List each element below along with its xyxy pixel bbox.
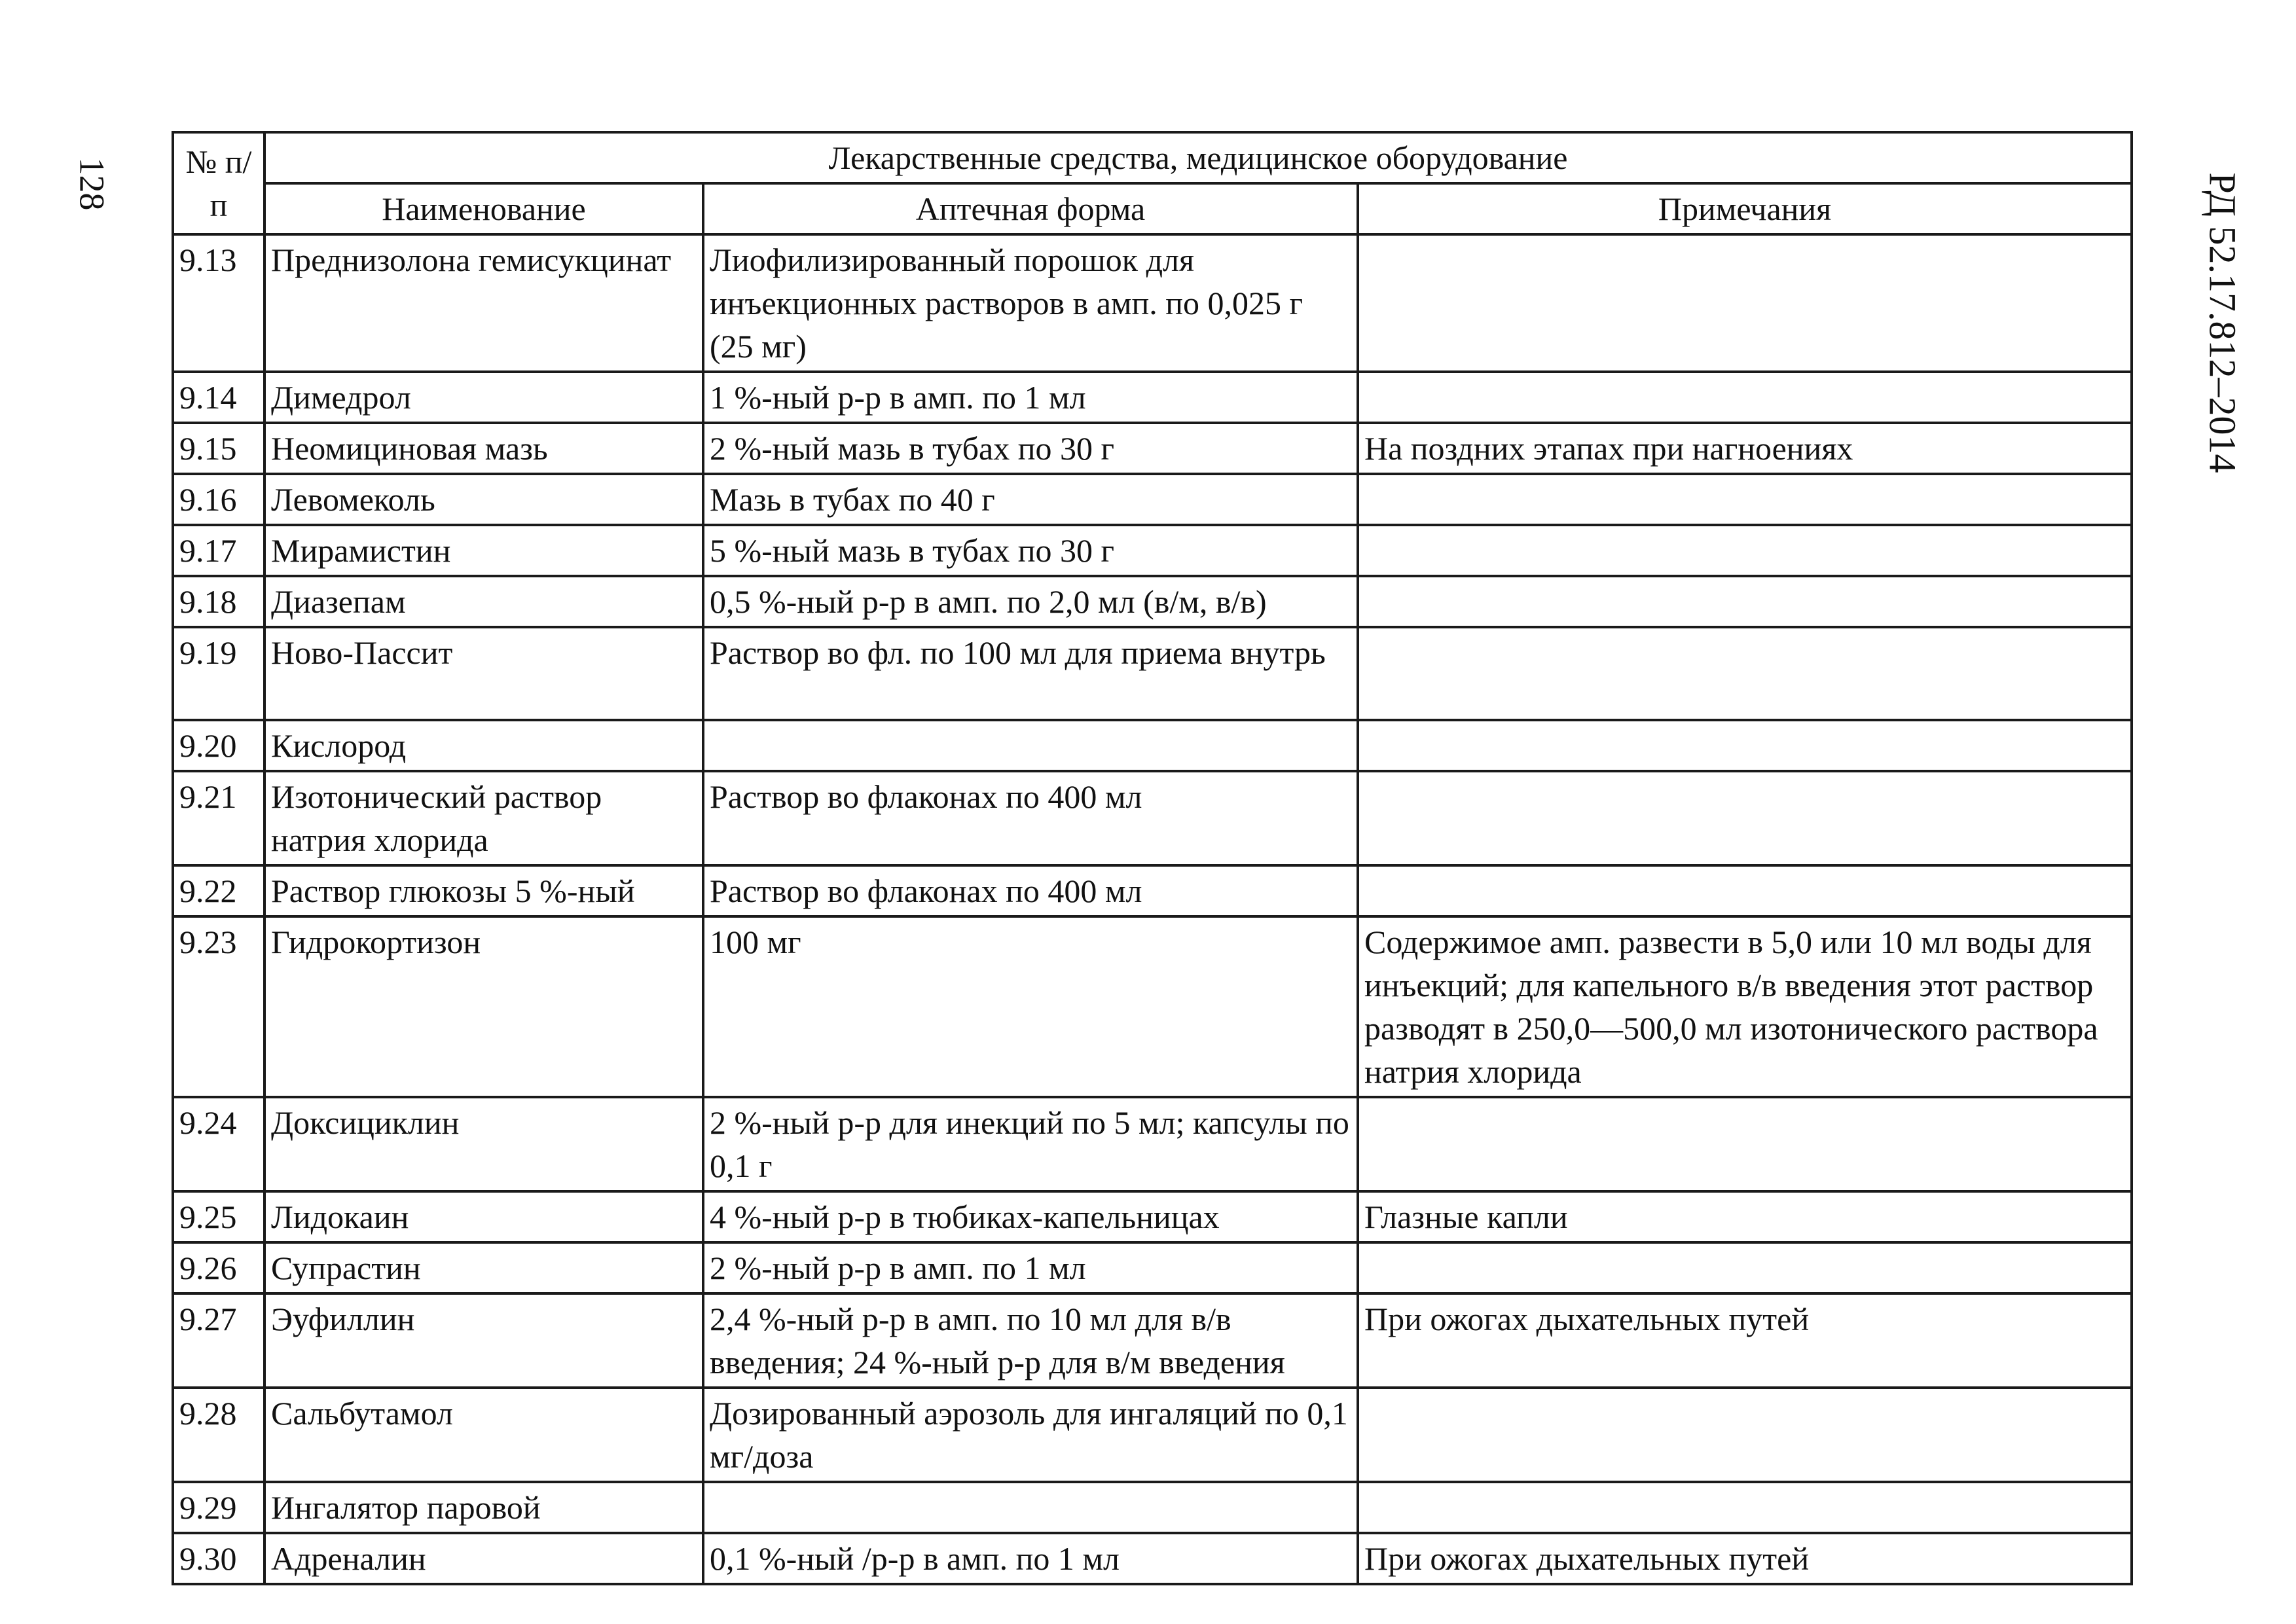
row-form: Дозированный аэрозоль для ингаляций по 0,1 мг/доза (703, 1388, 1358, 1482)
row-form: Раствор во флаконах по 400 мл (703, 771, 1358, 865)
row-num: 9.17 (173, 525, 264, 576)
row-note: При ожогах дыхательных путей (1358, 1293, 2132, 1388)
row-form: Мазь в тубах по 40 г (703, 474, 1358, 525)
row-note (1358, 865, 2132, 916)
row-form: Раствор во флаконах по 400 мл (703, 865, 1358, 916)
row-name: Диазепам (264, 576, 703, 627)
row-note: Глазные капли (1358, 1191, 2132, 1242)
row-form: 100 мг (703, 916, 1358, 1097)
table-row (173, 1097, 2132, 1191)
row-note (1358, 234, 2132, 372)
table-row (173, 423, 2132, 474)
row-name: Мирамистин (264, 525, 703, 576)
table-row (173, 771, 2132, 865)
row-num: 9.23 (173, 916, 264, 1097)
row-name: Преднизолона гемисукцинат (264, 234, 703, 372)
row-name: Гидрокортизон (264, 916, 703, 1097)
table-row (173, 627, 2132, 720)
row-form: 4 %-ный р-р в тюбиках-капельницах (703, 1191, 1358, 1242)
row-note: При ожогах дыхательных путей (1358, 1533, 2132, 1584)
row-num: 9.15 (173, 423, 264, 474)
row-name: Димедрол (264, 372, 703, 423)
row-num: 9.30 (173, 1533, 264, 1584)
row-note (1358, 525, 2132, 576)
table-row (173, 1242, 2132, 1293)
row-num: 9.28 (173, 1388, 264, 1482)
row-name: Ингалятор паровой (264, 1482, 703, 1533)
row-name: Лидокаин (264, 1191, 703, 1242)
row-num: 9.20 (173, 720, 264, 771)
row-name: Раствор глюкозы 5 %-ный (264, 865, 703, 916)
row-form (703, 1482, 1358, 1533)
row-form: 2 %-ный мазь в тубах по 30 г (703, 423, 1358, 474)
table-row (173, 1293, 2132, 1388)
table-row (173, 474, 2132, 525)
row-num: 9.16 (173, 474, 264, 525)
row-form: 0,5 %-ный р-р в амп. по 2,0 мл (в/м, в/в) (703, 576, 1358, 627)
header-note: Примечания (1358, 183, 2132, 234)
row-form: 5 %-ный мазь в тубах по 30 г (703, 525, 1358, 576)
row-num: 9.26 (173, 1242, 264, 1293)
row-note (1358, 474, 2132, 525)
row-note (1358, 576, 2132, 627)
row-note (1358, 771, 2132, 865)
table-row (173, 916, 2132, 1097)
row-name: Неомициновая мазь (264, 423, 703, 474)
row-num: 9.25 (173, 1191, 264, 1242)
row-name: Ново-Пассит (264, 627, 703, 720)
row-form: Раствор во фл. по 100 мл для приема внутрь (703, 627, 1358, 720)
row-form: 1 %-ный р-р в амп. по 1 мл (703, 372, 1358, 423)
header-group: Лекарственные средства, медицинское оборудование (264, 132, 2132, 183)
header-num: № п/п (173, 132, 264, 234)
table-row (173, 234, 2132, 372)
page-number: 128 (72, 157, 112, 211)
row-note: На поздних этапах при нагноениях (1358, 423, 2132, 474)
row-form: 2,4 %-ный р-р в амп. по 10 мл для в/в введения; 24 %-ный р-р для в/м введения (703, 1293, 1358, 1388)
table-row (173, 525, 2132, 576)
row-name: Супрастин (264, 1242, 703, 1293)
row-num: 9.29 (173, 1482, 264, 1533)
row-num: 9.22 (173, 865, 264, 916)
table-row (173, 372, 2132, 423)
document-code: РД 52.17.812–2014 (2201, 172, 2244, 473)
medications-table (172, 131, 2133, 1585)
row-name: Сальбутамол (264, 1388, 703, 1482)
table-row (173, 1533, 2132, 1584)
row-num: 9.14 (173, 372, 264, 423)
row-note (1358, 1388, 2132, 1482)
row-note (1358, 1242, 2132, 1293)
table-row (173, 865, 2132, 916)
table-row (173, 1482, 2132, 1533)
row-note (1358, 627, 2132, 720)
row-num: 9.19 (173, 627, 264, 720)
table-row (173, 576, 2132, 627)
row-form: 2 %-ный р-р для инекций по 5 мл; капсулы по 0,1 г (703, 1097, 1358, 1191)
row-note (1358, 372, 2132, 423)
table-row (173, 720, 2132, 771)
row-name: Кислород (264, 720, 703, 771)
header-form: Аптечная форма (703, 183, 1358, 234)
row-name: Доксициклин (264, 1097, 703, 1191)
row-num: 9.13 (173, 234, 264, 372)
row-num: 9.27 (173, 1293, 264, 1388)
row-note (1358, 1097, 2132, 1191)
row-num: 9.18 (173, 576, 264, 627)
header-name: Наименование (264, 183, 703, 234)
row-name: Изотонический раствор натрия хлорида (264, 771, 703, 865)
table-row (173, 1191, 2132, 1242)
row-name: Левомеколь (264, 474, 703, 525)
table-row (173, 1388, 2132, 1482)
row-note: Содержимое амп. развести в 5,0 или 10 мл воды для инъекций; для капельного в/в введения этот раствор разводят в 250,0—500,0 мл изотонического раствора натрия хлорида (1358, 916, 2132, 1097)
row-form (703, 720, 1358, 771)
row-name: Эуфиллин (264, 1293, 703, 1388)
row-note (1358, 720, 2132, 771)
row-name: Адреналин (264, 1533, 703, 1584)
row-form: 2 %-ный р-р в амп. по 1 мл (703, 1242, 1358, 1293)
row-form: 0,1 %-ный /р-р в амп. по 1 мл (703, 1533, 1358, 1584)
row-num: 9.21 (173, 771, 264, 865)
row-num: 9.24 (173, 1097, 264, 1191)
row-form: Лиофилизированный порошок для инъекционных растворов в амп. по 0,025 г (25 мг) (703, 234, 1358, 372)
row-note (1358, 1482, 2132, 1533)
